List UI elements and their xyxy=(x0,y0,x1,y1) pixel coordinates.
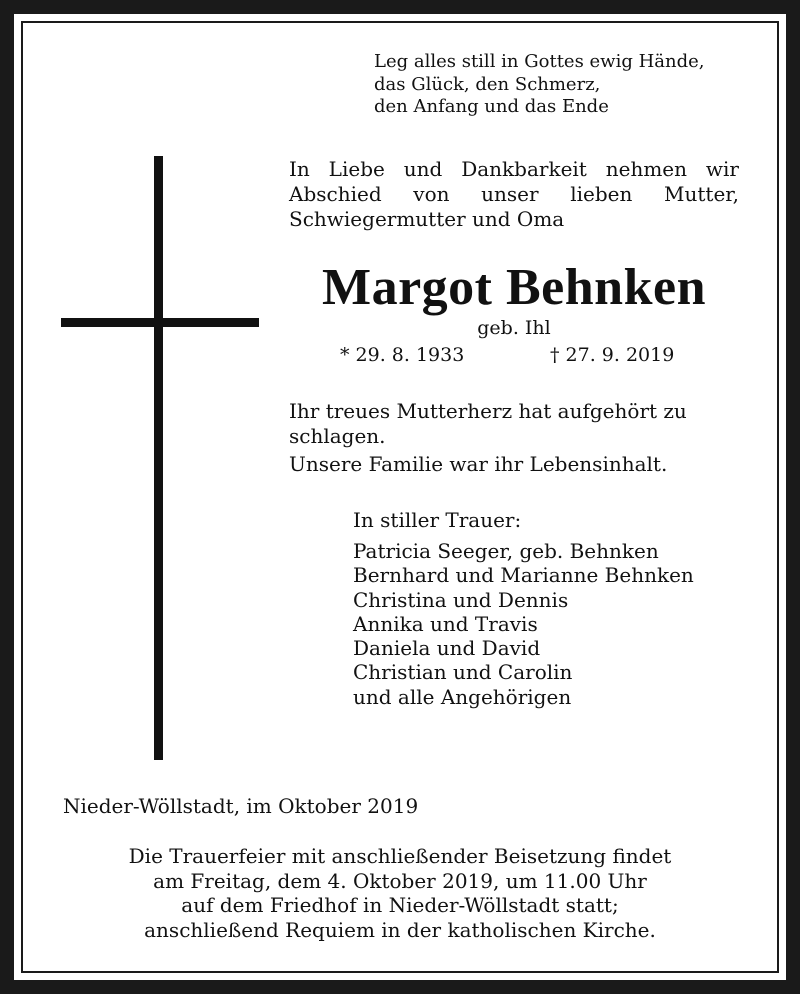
mourner-name: Christian und Carolin xyxy=(353,660,573,685)
ceremony-line: auf dem Friedhof in Nieder-Wöllstadt statt; xyxy=(181,893,619,917)
heart-line: schlagen. xyxy=(289,424,386,448)
cross-vertical-beam xyxy=(154,156,163,760)
maiden-name: geb. Ihl xyxy=(477,317,551,339)
motto-line: das Glück, den Schmerz, xyxy=(374,73,601,95)
mourner-name: Annika und Travis xyxy=(353,611,538,636)
heart-text xyxy=(289,399,687,449)
place-date: Nieder-Wöllstadt, im Oktober 2019 xyxy=(63,794,419,818)
mourner-name: Bernhard und Marianne Behnken xyxy=(353,563,694,588)
mourners-list xyxy=(353,539,694,709)
deceased-name: Margot Behnken xyxy=(322,259,706,316)
cross-horizontal-beam xyxy=(61,318,259,327)
ceremony-line: Die Trauerfeier mit anschließender Beisetzung findet xyxy=(128,844,672,868)
mourner-name: Daniela und David xyxy=(353,636,541,661)
motto-line: Leg alles still in Gottes ewig Hände, xyxy=(374,51,705,72)
mourner-name: Patricia Seeger, geb. Behnken xyxy=(353,539,659,563)
mourning-heading: In stiller Trauer: xyxy=(353,508,522,532)
mourner-name: und alle Angehörigen xyxy=(353,684,572,709)
heart-line: Ihr treues Mutterherz hat aufgehört zu xyxy=(289,399,687,423)
motto-verse xyxy=(374,51,705,119)
ceremony-info xyxy=(0,844,800,942)
intro-line: Abschied von unser lieben Mutter, xyxy=(289,182,739,206)
birth-date: * 29. 8. 1933 xyxy=(340,344,465,366)
family-text: Unsere Familie war ihr Lebensinhalt. xyxy=(289,452,668,476)
mourner-name: Christina und Dennis xyxy=(353,587,569,612)
intro-line: Schwiegermutter und Oma xyxy=(289,207,565,231)
motto-line: den Anfang und das Ende xyxy=(374,96,609,117)
intro-line: In Liebe und Dankbarkeit nehmen wir xyxy=(289,157,739,181)
ceremony-line: am Freitag, dem 4. Oktober 2019, um 11.00 Uhr xyxy=(153,868,647,893)
ceremony-line: anschließend Requiem in der katholischen Kirche. xyxy=(144,917,656,942)
intro-text xyxy=(289,157,739,232)
death-date: † 27. 9. 2019 xyxy=(550,344,675,366)
